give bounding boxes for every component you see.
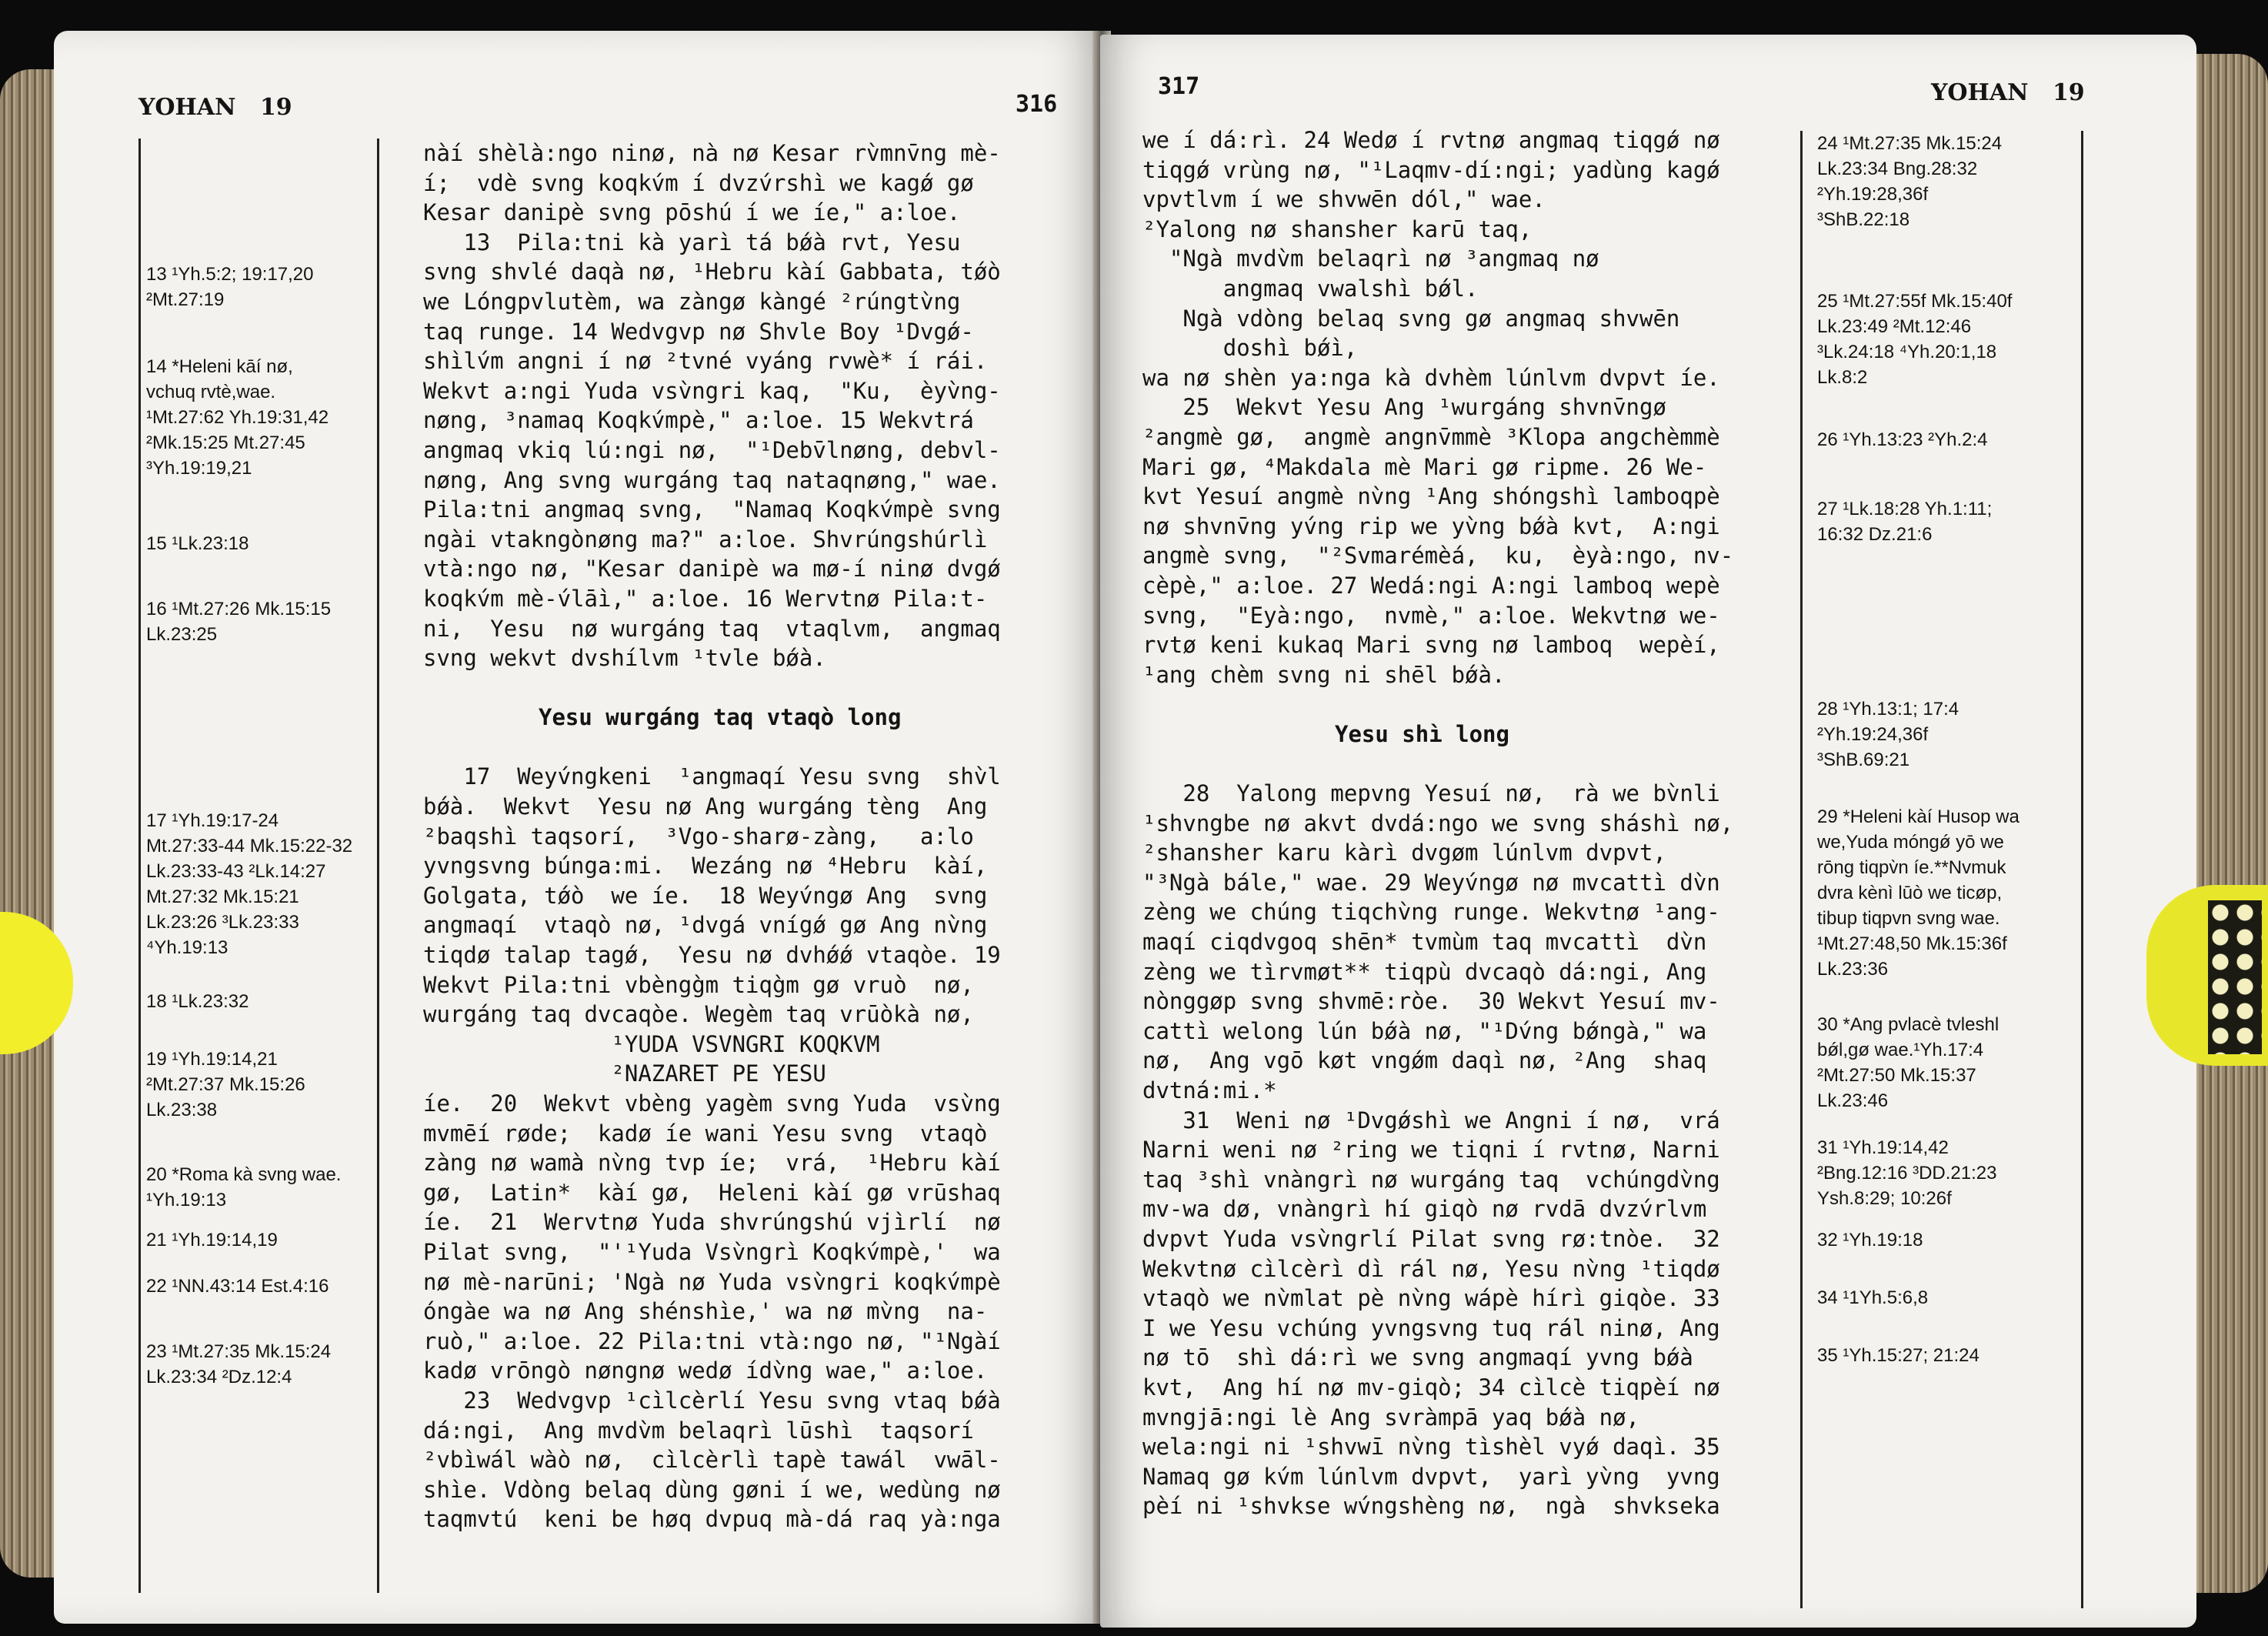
text-line: wurgáng taq dvcaqòe. Wegèm taq vrūòkà nø, — [423, 1001, 974, 1028]
right-page-number: 317 — [1158, 73, 1200, 100]
text-line: Narni weni nø ²ring we tiqni í rvtnø, Narni — [1142, 1137, 1720, 1164]
text-line: pèí ni ¹shvkse wv́ngshèng nø, ngà shvkseka — [1142, 1493, 1720, 1520]
left-column-rule — [377, 139, 379, 1593]
cross-reference-note: 32 ¹Yh.19:18 — [1817, 1230, 1923, 1250]
text-line: tiqgǿ vrùng nø, "¹Laqmv-dí:ngi; yadùng kagǿ — [1142, 156, 1720, 183]
text-line: 17 Weyv́ngkeni ¹angmaqí Yesu svng shv̀l — [423, 763, 1001, 790]
cross-reference-note: 19 ¹Yh.19:14,21 ²Mt.27:37 Mk.15:26 Lk.23:38 — [146, 1049, 305, 1120]
text-line: ni, Yesu nø wurgáng taq vtaqlvm, angmaq — [423, 615, 1001, 642]
section-heading: Yesu wurgáng taq vtaqò long — [539, 704, 902, 731]
text-line: ¹YUDA VSVNGRI KOQKVM — [423, 1030, 880, 1057]
text-line: ²Yalong nø shansher karū taq, — [1142, 215, 1533, 242]
left-scripture-text — [423, 139, 1001, 1534]
text-line: Wekvt a:ngi Yuda vsv̀ngri kaq, "Ku, èyv̀ng- — [423, 377, 1001, 404]
text-line — [1142, 749, 1733, 779]
cross-reference-note: 26 ¹Yh.13:23 ²Yh.2:4 — [1817, 429, 1988, 450]
text-line: nø tō shì dá:rì we svng angmaqí yvng bǿà — [1142, 1344, 1693, 1371]
text-line: cèpè," a:loe. 27 Wedá:ngi A:ngi lamboq wepè — [1142, 572, 1720, 599]
text-line: angmè svng, "²Svmarémèá, ku, èyà:ngo, nv- — [1142, 543, 1734, 569]
text-line: kvt Yesuí angmè nv̀ng ¹Ang shóngshì lamboqpè — [1142, 483, 1720, 510]
text-line: dvtná:mi.* — [1142, 1077, 1277, 1103]
text-line: Pila:tni angmaq svng, "Namaq Koqkv́mpè svng — [423, 496, 1001, 523]
cross-reference-note: 24 ¹Mt.27:35 Mk.15:24 Lk.23:34 Bng.28:32 ²Yh.19:28,36f ³ShB.22:18 — [1817, 133, 2003, 230]
text-line: nø shvnv̄ng yv́ng rip we yv̀ng bǿà kvt, A:ngi — [1142, 513, 1720, 539]
text-line: angmaq vwalshì bǿl. — [1142, 275, 1479, 302]
text-line: "³Ngà bále," wae. 29 Weyv́ngø nø mvcattì dv̀n — [1142, 869, 1720, 896]
text-line: svng, "Eyà:ngo, nvmè," a:loe. Wekvtnø we- — [1142, 602, 1720, 629]
cross-reference-note: 14 *Heleni kāí nø, vchuq rvtè,wae. ¹Mt.27:62 Yh.19:31,42 ²Mk.15:25 Mt.27:45 ³Yh.19:19,21 — [146, 356, 329, 479]
text-line — [423, 733, 1001, 763]
text-line: Mari gø, ⁴Makdala mè Mari gø ripme. 26 We- — [1142, 453, 1707, 480]
cross-reference-note: 21 ¹Yh.19:14,19 — [146, 1230, 278, 1250]
text-line: ngài vtakngònøng ma?" a:loe. Shvrúngshúrlì — [423, 526, 988, 553]
text-line: Pilat svng, "'¹Yuda Vsv̀ngrì Koqkv́mpè,' wa — [423, 1238, 1001, 1265]
text-line: mvngjā:ngi lè Ang svràmpā yaq bǿà nø, — [1142, 1404, 1640, 1431]
cross-reference-note: 31 ¹Yh.19:14,42 ²Bng.12:16 ³DD.21:23 Ysh.8:29; 10:26f — [1817, 1137, 1997, 1209]
text-line: Wekvtnø cìlcèrì dì rál nø, Yesu nv̀ng ¹tiqdø — [1142, 1255, 1720, 1282]
text-line: nø, Ang vgō køt vngǿm daqì nø, ²Ang shaq — [1142, 1047, 1707, 1074]
section-heading: Yesu shì long — [1335, 720, 1509, 747]
text-line: dvpvt Yuda vsv̀ngrlí Pilat svng rø:tnòe. 32 — [1142, 1225, 1720, 1252]
cross-reference-note: 25 ¹Mt.27:55f Mk.15:40f Lk.23:49 ²Mt.12:46 ³Lk.24:18 ⁴Yh.20:1,18 Lk.8:2 — [1817, 291, 2013, 388]
text-line: angmaqí vtaqò nø, ¹dvgá vnígǿ gø Ang nv̀ng — [423, 912, 988, 939]
text-line: mvmēí røde; kadø íe wani Yesu svng vtaqò — [423, 1120, 988, 1147]
text-line: yvngsvng búnga:mi. Wezáng nø ⁴Hebru kàí, — [423, 853, 988, 880]
text-line: "Ngà mvdv̀m belaqrì nø ³angmaq nø — [1142, 245, 1599, 272]
text-line: Kesar danipè svng pōshú í we íe," a:loe. — [423, 199, 961, 226]
text-line: kadø vrōngò nøngnø wedø ídv̀ng wae," a:loe. — [423, 1357, 988, 1384]
text-line: 31 Weni nø ¹Dvgǿshì we Angni í nø, vrá — [1142, 1107, 1720, 1134]
text-line: wela:ngi ni ¹shvwī nv̀ng tìshèl vyǿ daqì. 35 — [1142, 1434, 1720, 1461]
text-line: zàng nø wamà nv̀ng tvp íe; vrá, ¹Hebru kàí — [423, 1150, 1001, 1177]
text-line: we Lóngpvlutèm, wa zàngø kàngé ²rúngtv̀ng — [423, 288, 961, 315]
cross-reference-note: 18 ¹Lk.23:32 — [146, 991, 249, 1012]
text-line: angmaq vkiq lú:ngi nø, "¹Debv̄lnøng, debvl- — [423, 436, 1001, 463]
left-running-head — [138, 94, 292, 121]
cross-reference-note: 28 ¹Yh.13:1; 17:4 ²Yh.19:24,36f ³ShB.69:21 — [1817, 699, 1959, 770]
cross-reference-note: 16 ¹Mt.27:26 Mk.15:15 Lk.23:25 — [146, 599, 332, 645]
text-line: rvtø keni kukaq Mari svng nø lamboq wepèí, — [1142, 632, 1720, 659]
text-line: Wekvt Pila:tni vbèngg̀m tiqg̀m gø vruò nø, — [423, 971, 974, 998]
text-line: ²NAZARET PE YESU — [423, 1060, 826, 1087]
cross-reference-note: 17 ¹Yh.19:17-24 Mt.27:33-44 Mk.15:22-32 Lk.23:33-43 ²Lk.14:27 Mt.27:32 Mk.15:21 Lk.23:26 ³Lk.23:33 ⁴Yh.19:13 — [146, 810, 353, 958]
text-line: nøng, Ang svng wurgáng taq nataqnøng," wae. — [423, 466, 1001, 493]
text-line: íe. 20 Wekvt vbèng yagèm svng Yuda vsv̀ng — [423, 1090, 1001, 1117]
right-column-rule — [1800, 131, 1803, 1608]
text-line: svng wekvt dvshílvm ¹tvle bǿà. — [423, 645, 826, 672]
right-chapter: 19 — [2052, 79, 2085, 106]
left-book-name: YOHAN — [138, 94, 236, 121]
text-line: vtà:ngo nø, "Kesar danipè wa mø-í ninø dvgǿ — [423, 556, 1001, 583]
text-line: I we Yesu vchúng yvngsvng tuq rál ninø, Ang — [1142, 1314, 1720, 1341]
left-margin-rule — [138, 139, 141, 1593]
cross-reference-note: 34 ¹1Yh.5:6,8 — [1817, 1287, 1929, 1308]
right-scripture-text — [1142, 125, 1733, 1521]
text-line: 23 Wedvgvp ¹cìlcèrlí Yesu svng vtaq bǿà — [423, 1387, 1001, 1414]
text-line: óngàe wa nø Ang shénshìe,' wa nø mv̀ng na- — [423, 1298, 988, 1325]
text-line: shìlv́m angni í nø ²tvné vyáng rvwè* í rái. — [423, 348, 988, 375]
text-line: 25 Wekvt Yesu Ang ¹wurgáng shvnv̄ngø — [1142, 394, 1666, 421]
cross-reference-note: 30 *Ang pvlacè tvleshl bǿl,gø wae.¹Yh.17:4 ²Mt.27:50 Mk.15:37 Lk.23:46 — [1817, 1014, 2000, 1111]
text-line: gø, Latin* kàí gø, Heleni kàí gø vrūshaq — [423, 1179, 1001, 1206]
right-page — [1100, 35, 2196, 1628]
text-line: taq ³shì vnàngrì nø wurgáng taq vchúngdv̀ng — [1142, 1166, 1720, 1193]
text-line: Ngà vdòng belaq svng gø angmaq shvwēn — [1142, 305, 1680, 332]
cross-reference-note: 23 ¹Mt.27:35 Mk.15:24 Lk.23:34 ²Dz.12:4 — [146, 1341, 332, 1387]
text-line: kvt, Ang hí nø mv-giqò; 34 cìlcè tiqpèí nø — [1142, 1374, 1720, 1401]
cross-reference-note: 15 ¹Lk.23:18 — [146, 533, 249, 554]
text-line: maqí ciqdvgoq shēn* tvmùm taq mvcattì dv̀n — [1142, 929, 1707, 956]
text-line: nøng, ³namaq Koqkv́mpè," a:loe. 15 Wekvtrá — [423, 407, 974, 434]
text-line: ruò," a:loe. 22 Pila:tni vtà:ngo nø, "¹Ngàí — [423, 1327, 1001, 1354]
text-line: Namaq gø kv́m lúnlvm dvpvt, yarì yv̀ng yvng — [1142, 1463, 1720, 1490]
text-line: bǿà. Wekvt Yesu nø Ang wurgáng tèng Ang — [423, 793, 988, 820]
text-line: ¹shvngbe nø akvt dvdá:ngo we svng sháshì nø, — [1142, 810, 1734, 836]
cross-reference-note: 13 ¹Yh.5:2; 19:17,20 ²Mt.27:19 — [146, 264, 314, 310]
text-line: íe. 21 Wervtnø Yuda shvrúngshú vjìrlí nø — [423, 1209, 1001, 1236]
text-line: ²vbìwál wàò nø, cìlcèrlì tapè tawál vwāl- — [423, 1447, 1001, 1474]
text-line: taqmvtú keni be høq dvpuq mà-dá raq yà:nga — [423, 1506, 1001, 1533]
text-line — [423, 673, 1001, 703]
text-line: í; vdè svng koqkv́m í dvzv́rshì we kagǿ gø — [423, 169, 974, 196]
text-line: zèng we chúng tiqchv̀ng runge. Wekvtnø ¹ang- — [1142, 899, 1720, 926]
text-line: ¹ang chèm svng ni shēl bǿà. — [1142, 661, 1506, 688]
dotted-tab-marker — [2208, 900, 2262, 1054]
text-line: doshì bǿì, — [1142, 335, 1358, 362]
right-book-name: YOHAN — [1931, 79, 2029, 106]
text-line: tiqdø talap tagǿ, Yesu nø dvhǿǿ vtaqòe. 19 — [423, 942, 1001, 969]
text-line: vpvtlvm í we shvwēn dól," wae. — [1142, 186, 1546, 213]
cross-reference-note: 29 *Heleni kàí Husop wa we,Yuda móngǿ yō we rōng tiqpv̀n íe.**Nvmuk dvra kènì lūò we ticøp, tibup tiqpvn svng wae. ¹Mt.27:48,50 Mk.15:36f Lk.23:36 — [1817, 806, 2020, 980]
cross-reference-note: 35 ¹Yh.15:27; 21:24 — [1817, 1345, 1979, 1366]
text-line: 28 Yalong mepvng Yesuí nø, rà we bv̀nli — [1142, 780, 1720, 807]
text-line: zèng we tìrvmøt** tiqpù dvcaqò dá:ngi, Ang — [1142, 958, 1707, 985]
left-chapter: 19 — [259, 94, 292, 121]
cross-reference-note: 22 ¹NN.43:14 Est.4:16 — [146, 1276, 329, 1297]
text-line: nònggøp svng shvmē:ròe. 30 Wekvt Yesuí mv- — [1142, 988, 1720, 1015]
text-line: Golgata, tǿò we íe. 18 Weyv́ngø Ang svng — [423, 882, 988, 909]
text-line: taq runge. 14 Wedvgvp nø Shvle Boy ¹Dvgǿ- — [423, 318, 974, 345]
text-line: we í dá:rì. 24 Wedø í rvtnø angmaq tiqgǿ nø — [1142, 127, 1720, 153]
right-running-head — [1931, 79, 2085, 106]
text-line: mv-wa dø, vnàngrì hí giqò nø rvdā dvzv́rlvm — [1142, 1196, 1707, 1223]
text-line: 13 Pila:tni kà yarì tá bǿà rvt, Yesu — [423, 229, 961, 255]
text-line — [1142, 689, 1733, 720]
cross-reference-note: 27 ¹Lk.18:28 Yh.1:11; 16:32 Dz.21:6 — [1817, 499, 1993, 545]
left-page — [54, 31, 1100, 1624]
text-line: cattì welong lún bǿà nø, "¹Dv́ng bǿngà," wa — [1142, 1017, 1707, 1044]
text-line: koqkv́m mè-v́lāì," a:loe. 16 Wervtnø Pila:t- — [423, 585, 988, 612]
text-line: vtaqò we nv̀mlat pè nv̀ng wápè hírì giqòe. 33 — [1142, 1285, 1720, 1312]
right-margin-rule — [2081, 131, 2083, 1608]
text-line: svng shvlé daqà nø, ¹Hebru kàí Gabbata, tǿò — [423, 259, 1001, 285]
text-line: shìe. Vdòng belaq dùng gøni í we, wedùng nø — [423, 1476, 1001, 1503]
text-line: ²baqshì taqsorí, ³Vgo-sharø-zàng, a:lo — [423, 823, 974, 850]
text-line: dá:ngi, Ang mvdv̀m belaqrì lūshì taqsorí — [423, 1417, 974, 1444]
text-line: nø mè-narūni; 'Ngà nø Yuda vsv̀ngri koqkv́mpè — [423, 1268, 1001, 1295]
text-line: wa nø shèn ya:nga kà dvhèm lúnlvm dvpvt íe. — [1142, 364, 1720, 391]
left-page-number: 316 — [1016, 91, 1058, 118]
cross-reference-note: 20 *Roma kà svng wae. ¹Yh.19:13 — [146, 1164, 342, 1210]
text-line: nàí shèlà:ngo ninø, nà nø Kesar rv̀mnv̄ng mè- — [423, 140, 1001, 166]
text-line: ²angmè gø, angmè angnv̄mmè ³Klopa angchèmmè — [1142, 423, 1720, 450]
text-line: ²shansher karu kàrì dvgøm lúnlvm dvpvt, — [1142, 840, 1666, 866]
